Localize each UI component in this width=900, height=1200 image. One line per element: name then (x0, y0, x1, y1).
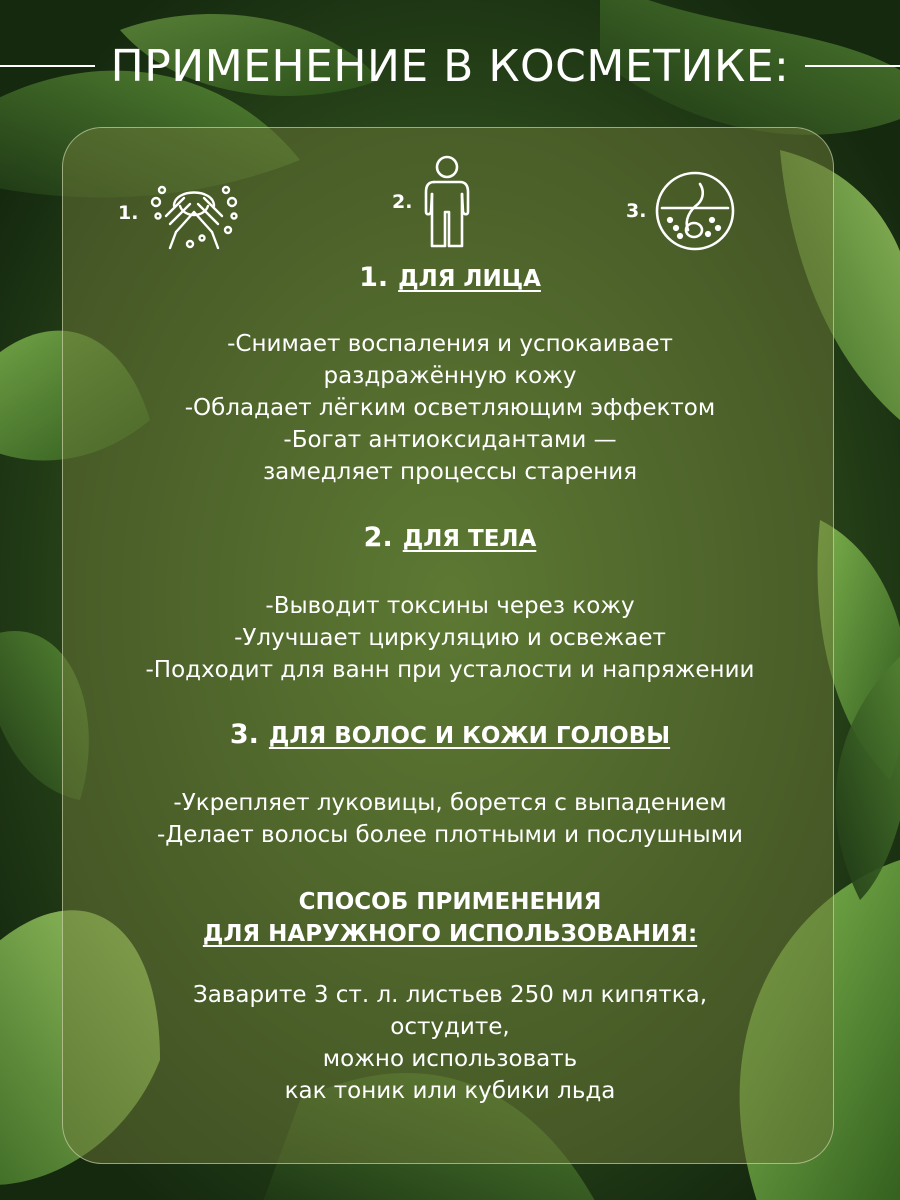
text-line: -Снимает воспаления и успокаивает (227, 331, 673, 357)
icon-number: 3. (626, 200, 647, 222)
text-line: -Делает волосы более плотными и послушными (156, 822, 744, 848)
face-washing-icon (146, 172, 242, 254)
text-line: -Подходит для ванн при усталости и напряжении (145, 657, 755, 683)
text-line: можно использовать (322, 1046, 578, 1072)
text-line: -Богат антиоксидантами — (283, 427, 617, 453)
section-text-hair (0, 787, 900, 851)
section-number: 1. (359, 262, 389, 293)
text-line: Заварите 3 ст. л. листьев 250 мл кипятка, (192, 982, 708, 1008)
title-divider-right (805, 65, 900, 67)
text-line: раздражённую кожу (323, 363, 577, 389)
text-line: -Обладает лёгким осветляющим эффектом (184, 395, 716, 421)
method-heading (0, 886, 900, 950)
text-line: остудите, (390, 1014, 510, 1040)
method-title-line1: СПОСОБ ПРИМЕНЕНИЯ (298, 889, 602, 915)
text-line: замедляет процессы старения (262, 459, 638, 485)
section-label: ДЛЯ ЛИЦА (398, 266, 541, 292)
section-heading-face (0, 262, 900, 293)
method-title-line2: ДЛЯ НАРУЖНОГО ИСПОЛЬЗОВАНИЯ: (202, 921, 698, 947)
icon-number: 1. (118, 202, 139, 224)
section-label: ДЛЯ ТЕЛА (402, 526, 537, 552)
icon-item-hair (626, 170, 736, 252)
title-row (0, 34, 900, 98)
icon-item-face (118, 172, 242, 254)
page-title: ПРИМЕНЕНИЕ В КОСМЕТИКЕ: (110, 40, 790, 92)
hair-follicle-icon (654, 170, 736, 252)
section-number: 3. (229, 719, 259, 750)
text-line: -Выводит токсины через кожу (265, 593, 635, 619)
method-text (0, 979, 900, 1107)
icon-number: 2. (392, 191, 413, 213)
section-text-face (0, 328, 900, 488)
section-label: ДЛЯ ВОЛОС И КОЖИ ГОЛОВЫ (268, 723, 671, 749)
text-line: -Улучшает циркуляцию и освежает (234, 625, 666, 651)
text-line: как тоник или кубики льда (284, 1078, 616, 1104)
section-number: 2. (363, 522, 393, 553)
text-line: -Укрепляет луковицы, борется с выпадением (173, 790, 727, 816)
title-divider-left (0, 65, 95, 67)
body-silhouette-icon (420, 154, 474, 250)
section-heading-hair (0, 719, 900, 750)
section-text-body (0, 590, 900, 686)
icon-item-body (392, 154, 474, 250)
section-heading-body (0, 522, 900, 553)
